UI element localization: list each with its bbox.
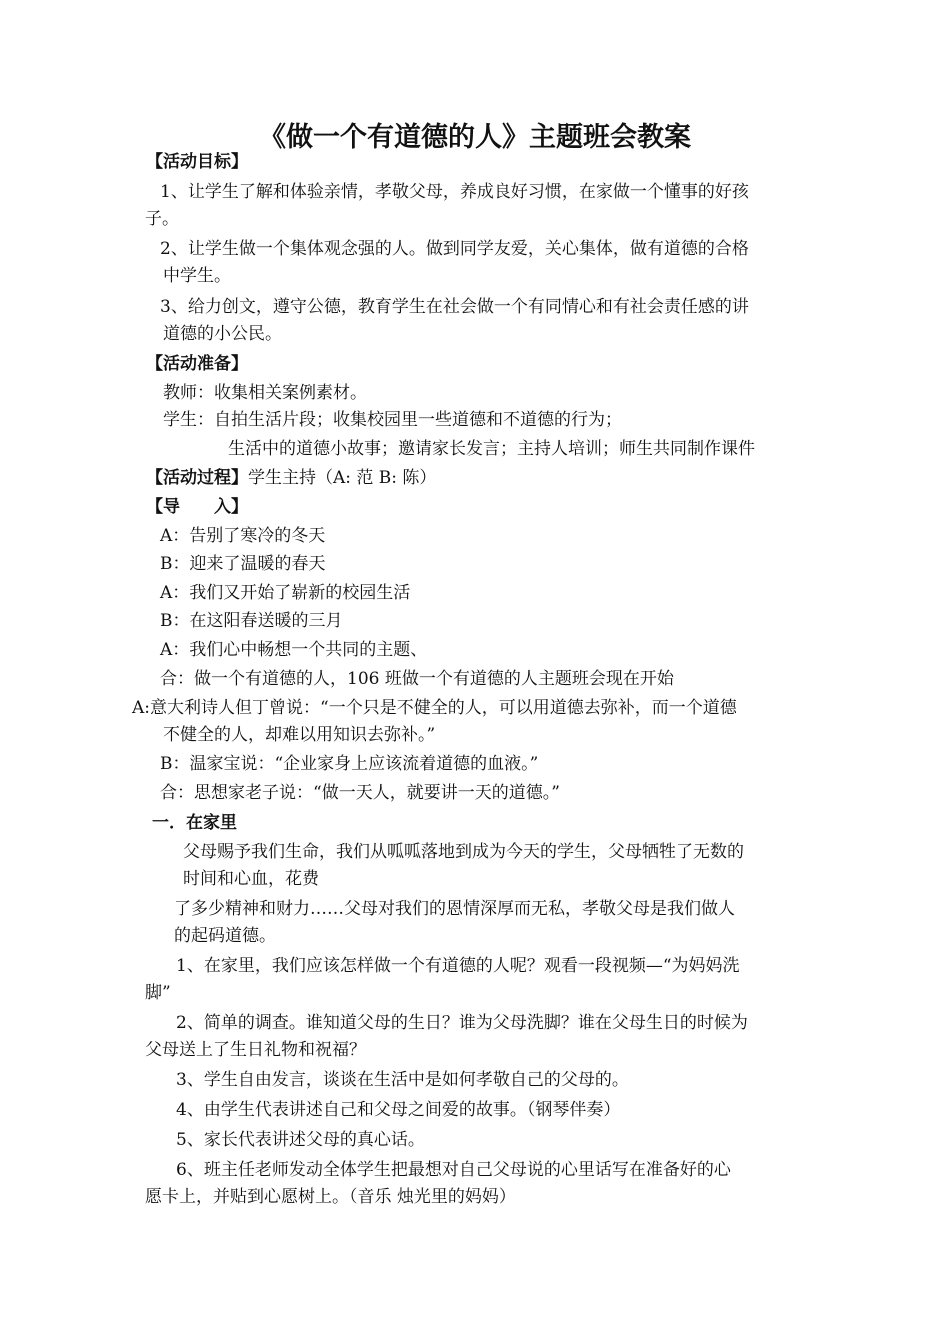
text-line: 教师：收集相关案例素材。 [163,383,367,403]
text-line: 5、家长代表讲述父母的真心话。 [176,1130,425,1150]
text-line: 4、由学生代表讲述自己和父母之间爱的故事。（钢琴伴奏） [176,1100,621,1120]
section-heading-intro: 【导 入】 [146,497,248,517]
text-line: 3、学生自由发言，谈谈在生活中是如何孝敬自己的父母的。 [176,1070,629,1090]
dialogue-line: A：告别了寒冷的冬天 [160,526,326,546]
section-heading-at-home: 一．在家里 [152,813,237,833]
text-line: 学生：自拍生活片段；收集校园里一些道德和不道德的行为； [163,410,622,430]
text-line: 2、让学生做一个集体观念强的人。做到同学友爱，关心集体，做有道德的合格 [160,239,749,259]
text-line: 时间和心血，花费 [183,869,319,889]
text-line: 父母赐予我们生命，我们从呱呱落地到成为今天的学生，父母牺牲了无数的 [183,842,744,862]
text-line: 6、班主任老师发动全体学生把最想对自己父母说的心里话写在准备好的心 [176,1160,731,1180]
process-line [146,466,436,490]
dialogue-line: 合：思想家老子说：“做一天人，就要讲一天的道德。” [160,783,560,803]
dialogue-line: B：迎来了温暖的春天 [160,554,326,574]
text-line: 中学生。 [163,266,231,286]
dialogue-line: A:意大利诗人但丁曾说：“一个只是不健全的人，可以用道德去弥补，而一个道德 [132,698,737,718]
dialogue-line: B：在这阳春送暖的三月 [160,611,343,631]
host-note: 学生主持（A: 范 B: 陈） [248,468,437,488]
section-heading-preparation: 【活动准备】 [146,354,248,374]
text-line: 2、简单的调查。谁知道父母的生日？谁为父母洗脚？谁在父母生日的时候为 [176,1013,748,1033]
text-line: 道德的小公民。 [163,324,282,344]
dialogue-line: 不健全的人，却难以用知识去弥补。” [163,725,436,745]
text-line: 子。 [145,209,179,229]
dialogue-line: B：温家宝说：“企业家身上应该流着道德的血液。” [160,754,539,774]
text-line: 愿卡上，并贴到心愿树上。（音乐 烛光里的妈妈） [145,1187,516,1207]
text-line: 生活中的道德小故事；邀请家长发言；主持人培训；师生共同制作课件 [228,439,755,459]
text-line: 1、让学生了解和体验亲情，孝敬父母，养成良好习惯，在家做一个懂事的好孩 [160,182,749,202]
text-line: 3、给力创文，遵守公德，教育学生在社会做一个有同情心和有社会责任感的讲 [160,297,749,317]
text-line: 父母送上了生日礼物和祝福？ [145,1040,366,1060]
dialogue-line: A：我们又开始了崭新的校园生活 [160,583,411,603]
text-line: 了多少精神和财力……父母对我们的恩情深厚而无私，孝敬父母是我们做人 [174,899,735,919]
dialogue-line: A：我们心中畅想一个共同的主题、 [160,640,428,660]
section-heading-process: 【活动过程】 [146,468,248,488]
text-line: 1、在家里，我们应该怎样做一个有道德的人呢？观看一段视频—“为妈妈洗 [176,956,740,976]
text-line: 脚” [145,983,171,1003]
dialogue-line: 合：做一个有道德的人，106 班做一个有道德的人主题班会现在开始 [160,669,674,689]
text-line: 的起码道德。 [174,926,276,946]
section-heading-goals: 【活动目标】 [146,152,248,172]
document-title: 《做一个有道德的人》主题班会教案 [259,122,691,153]
